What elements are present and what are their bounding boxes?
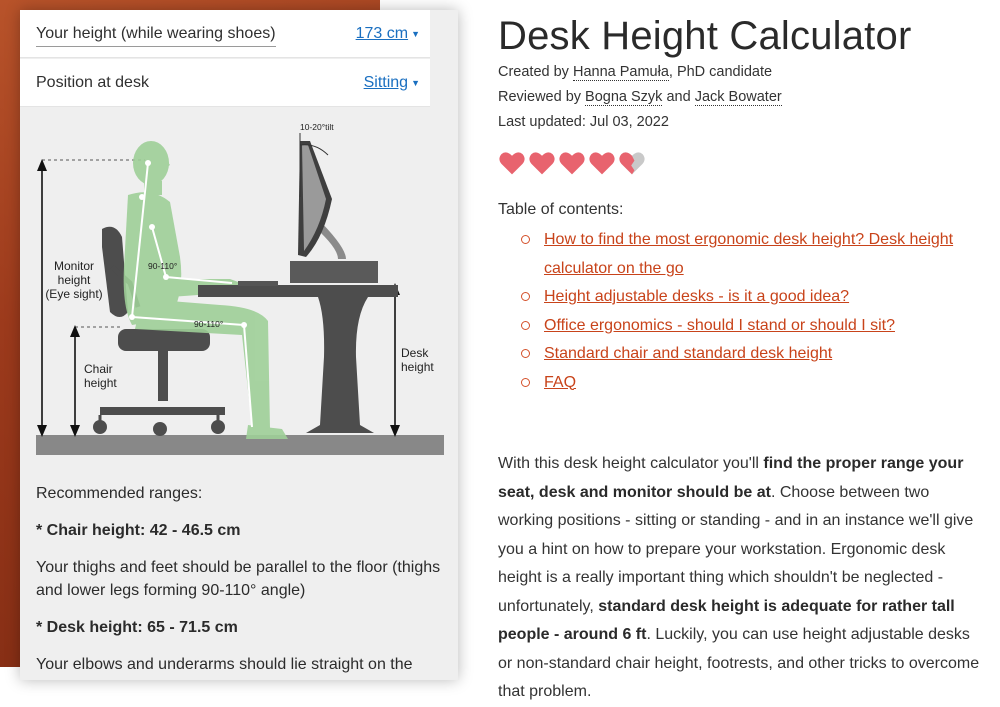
toc-item [520,369,990,398]
monitor-height-label-3: (Eye sight) [45,287,103,301]
toc-item [520,312,990,341]
toc-item [520,283,990,312]
recommended-ranges [36,482,441,690]
height-value[interactable]: 173 cm [355,25,409,42]
chair-wheel [93,420,107,434]
intro-text: . Choose between two working positions - sitting or standing - and in an instance we'll give you a hint on how to prepare your workstation. Ergonomic desk height is a really important thing which shouldn't be neglected - unfortunately, [498,483,974,615]
calculator-panel [20,10,458,680]
ergonomic-desk-illustration [20,107,458,467]
height-label: Your height (while wearing shoes) [36,25,276,47]
toc-item [520,340,990,369]
position-select[interactable] [364,74,420,92]
desk-leg [306,297,374,433]
intro-bold: find the proper range your seat, desk and monitor should be at [498,455,964,501]
arrow-head-icon [37,159,47,171]
height-row [20,10,430,58]
chevron-down-icon[interactable]: ▼ [411,77,420,88]
intro-bold: standard desk height is adequate for rather tall people - around 6 ft [498,597,955,643]
heart-icon[interactable] [499,150,525,176]
desk-height-label-1: Desk [401,346,429,360]
page-title: Desk Height Calculator [498,14,912,58]
desk-height-label-2: height [401,360,434,374]
height-unit-select[interactable] [356,25,420,43]
chair-height-label-1: Chair [84,362,113,376]
elbow-angle-label: 90-110° [148,261,178,271]
created-suffix: , PhD candidate [668,64,773,80]
toc-link-ergonomic-height[interactable]: How to find the most ergonomic desk height? Desk height calculator on the go [544,231,954,277]
position-value[interactable]: Sitting [363,74,409,91]
bullet-icon [521,292,530,301]
intro-text: With this desk height calculator you'll [498,455,764,472]
arrow-head-icon [70,325,80,337]
chair-base [100,407,225,415]
chair-height-result: * Chair height: 42 - 46.5 cm [36,522,241,539]
reviewer-link[interactable]: Jack Bowater [694,89,782,105]
chair-height-note: Your thighs and feet should be parallel to the floor (thighs and lower legs forming 90-110° angle) [36,559,441,599]
reviewer-line [498,89,782,105]
desk-height-result: * Desk height: 65 - 71.5 cm [36,619,238,636]
desk-top [198,285,398,297]
heart-icon[interactable] [589,150,615,176]
monitor-height-label-2: height [57,273,91,287]
chair-wheel [211,420,225,434]
tilt-label: 10-20°tilt [300,122,334,132]
toc-link-standard-height[interactable]: Standard chair and standard desk height [544,345,833,362]
table-of-contents [520,226,990,397]
created-prefix: Created by [498,64,573,80]
reviewed-and: and [662,89,695,105]
intro-text: . Luckily, you can use height adjustable desks or non-standard chair height, footrests, and other tricks to overcome that problem. [498,626,980,700]
bullet-icon [521,235,530,244]
last-updated: Last updated: Jul 03, 2022 [498,114,669,130]
bullet-icon [521,378,530,387]
monitor-stand-base [290,261,378,283]
intro-paragraph [498,450,988,707]
chair-wheel [153,422,167,436]
toc-link-faq[interactable]: FAQ [544,373,577,391]
chevron-down-icon[interactable]: ▼ [411,28,420,39]
position-row [20,59,430,107]
half-heart-icon[interactable] [619,150,645,176]
rating-hearts[interactable] [499,150,645,176]
heart-icon[interactable] [559,150,585,176]
keyboard [238,281,278,286]
author-line [498,64,772,80]
chair-height-label-2: height [84,376,117,390]
ranges-title: Recommended ranges: [36,485,203,502]
reviewer-link[interactable]: Bogna Szyk [585,89,663,105]
toc-link-stand-or-sit[interactable]: Office ergonomics - should I stand or should I sit? [544,316,895,334]
reviewed-prefix: Reviewed by [498,89,586,105]
floor [36,435,444,455]
bullet-icon [521,321,530,330]
desk-height-note: Your elbows and underarms should lie straight on the [36,656,413,673]
toc-item [520,226,990,283]
author-link[interactable]: Hanna Pamuła [572,64,669,80]
knee-angle-label: 90-110° [194,319,224,329]
monitor-height-label-1: Monitor [53,259,95,273]
bullet-icon [521,349,530,358]
heart-icon[interactable] [529,150,555,176]
position-label: Position at desk [36,74,149,91]
toc-title: Table of contents: [498,201,624,218]
chair-post [158,351,168,401]
toc-link-adjustable-desks[interactable]: Height adjustable desks - is it a good idea? [544,288,850,305]
